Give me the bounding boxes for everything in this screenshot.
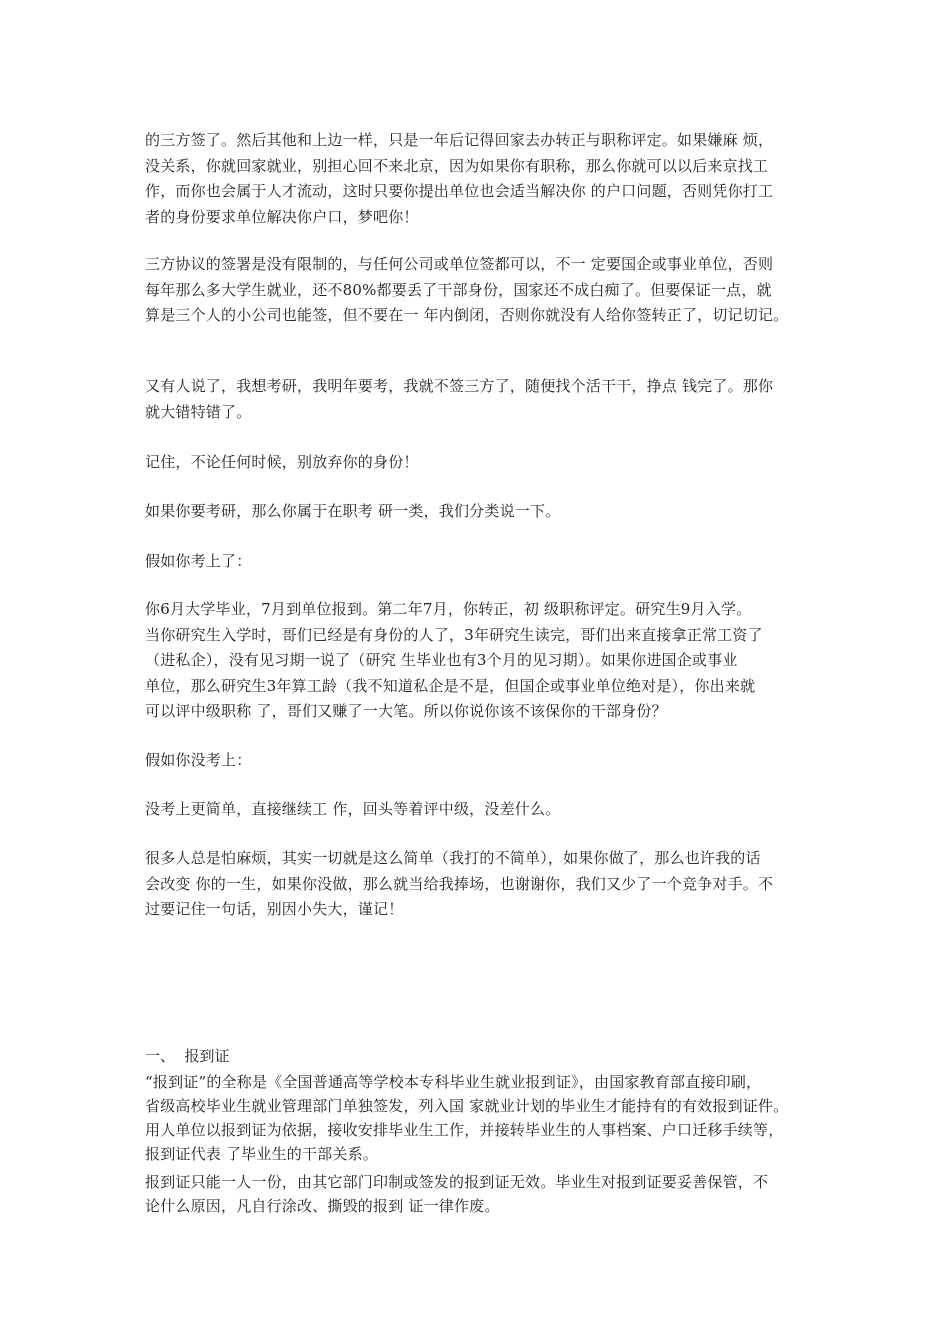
text-line: 没关系，你就回家就业，别担心回不来北京，因为如果你有职称，那么你就可以以后来京找工 [145,156,769,175]
text-line: 三方协议的签署是没有限制的，与任何公司或单位签都可以，不一 定要国企或事业单位，否则 [145,255,774,273]
paragraph-6 [145,549,825,575]
paragraph-9 [145,797,825,823]
paragraph-4 [145,450,825,476]
paragraph-7 [145,597,825,725]
text-line: 报到证代表 了毕业生的干部关系。 [145,1145,378,1163]
paragraph-3 [145,374,825,425]
text-line: 又有人说了，我想考研，我明年要考，我就不签三方了，随便找个活干干，挣点 钱完了。那你 [145,377,774,395]
text-line: 如果你要考研，那么你属于在职考 研一类，我们分类说一下。 [145,502,561,520]
text-line: “报到证”的全称是《全国普通高等学校本专科毕业生就业报到证》，由国家教育部直接印刷， [145,1073,762,1091]
text-line: 的三方签了。然后其他和上边一样，只是一年后记得回家去办转正与职称评定。如果嫌麻 烦， [145,131,774,149]
text-line: 省级高校毕业生就业管理部门单独签发，列入国 家就业计划的毕业生才能持有的有效报到证件。 [145,1097,789,1115]
text-line: 作，而你也会属于人才流动，这时只要你提出单位也会适当解决你 的户口问题，否则凭你打工 [145,182,774,200]
text-line: （进私企），没有见习期一说了（研究 生毕业也有3个月的见习期）。如果你进国企或事业 [145,651,738,669]
section-heading: 一、 报到证 [145,1047,230,1065]
text-line: 者的身份要求单位解决你户口，梦吧你！ [145,207,419,226]
text-line: 用人单位以报到证为依据，接收安排毕业生工作，并接转毕业生的人事档案、户口迁移手续等， [145,1121,784,1139]
paragraph-5 [145,499,825,525]
text-line: 会改变 你的一生，如果你没做，那么就当给我捧场，也谢谢你，我们又少了一个竞争对手。不 [145,874,774,893]
text-line: 可以评中级职称 了，哥们又赚了一大笔。所以你说你该不该保你的干部身份？ [145,702,667,720]
text-line: 报到证只能一人一份，由其它部门印制或签发的报到证无效。毕业生对报到证要妥善保管，不 [145,1173,769,1191]
text-line: 算是三个人的小公司也能签，但不要在一 年内倒闭，否则你就没有人给你签转正了，切记切记。 [145,306,789,324]
text-line: 论什么原因，凡自行涂改、撕毁的报到 证一律作废。 [145,1197,500,1215]
text-line: 很多人总是怕麻烦，其实一切就是这么简单（我打的不简单），如果你做了，那么也许我的话 [145,849,761,867]
text-line: 当你研究生入学时，哥们已经是有身份的人了，3年研究生读完，哥们出来直接拿正常工资了 [145,625,763,644]
paragraph-8 [145,748,825,774]
text-line: 没考上更简单，直接继续工 作，回头等着评中级，没差什么。 [145,800,561,818]
paragraph-2 [145,252,825,329]
paragraph-11 [145,1070,825,1166]
paragraph-10 [145,846,825,923]
text-line: 单位，那么研究生3年算工龄（我不知道私企是不是，但国企或事业单位绝对是），你出来就 [145,676,756,695]
paragraph-1 [145,128,825,230]
text-line: 记住，不论任何时候，别放弃你的身份！ [145,453,419,471]
text-line: 每年那么多大学生就业，还不80%都要丢了干部身份，国家还不成白痴了。但要保证一点，就 [145,280,772,299]
text-line: 就大错特错了。 [145,402,252,421]
text-line: 过要记住一句话，别因小失大，谨记！ [145,900,404,918]
text-line: 假如你考上了： [145,552,252,570]
paragraph-12 [145,1170,825,1218]
text-line: 你6月大学毕业，7月到单位报到。第二年7月，你转正，初 级职称评定。研究生9月入学。 [145,600,752,618]
text-line: 假如你没考上： [145,751,252,769]
